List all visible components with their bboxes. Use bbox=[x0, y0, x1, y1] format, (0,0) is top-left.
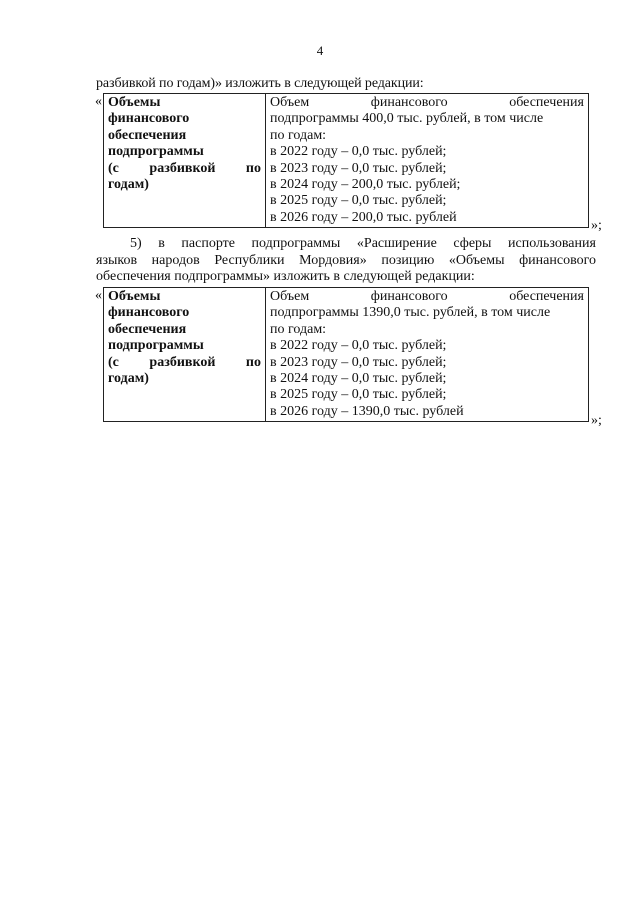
table2-value-word: финансового bbox=[370, 289, 448, 304]
table1-label-line: финансового bbox=[108, 111, 190, 127]
table2-value-line: в 2023 году – 0,0 тыс. рублей; bbox=[270, 354, 447, 370]
table1-label-cell bbox=[104, 94, 266, 228]
paragraph-5-word: позицию bbox=[381, 252, 435, 268]
table1-label-word: (с bbox=[108, 160, 119, 176]
table2-value-line: в 2025 году – 0,0 тыс. рублей; bbox=[270, 387, 447, 403]
table1-value-line: в 2025 году – 0,0 тыс. рублей; bbox=[270, 193, 447, 209]
page-number: 4 bbox=[316, 43, 324, 58]
table2-value-line: в 2026 году – 1390,0 тыс. рублей bbox=[270, 403, 464, 419]
table2-label-word: (с bbox=[108, 354, 119, 370]
paragraph-5-line-2 bbox=[96, 253, 596, 270]
table2-label-line: обеспечения bbox=[108, 321, 187, 337]
table2-value-word: обеспечения bbox=[509, 289, 584, 304]
table1-label-line: обеспечения bbox=[108, 127, 187, 143]
table2-value-first-line bbox=[270, 289, 584, 305]
paragraph-5-word: Республики bbox=[214, 252, 285, 268]
table2-label-line: подпрограммы bbox=[108, 338, 204, 354]
table2-label-line: годам) bbox=[108, 371, 149, 387]
paragraph-5-word: «Объемы bbox=[448, 252, 505, 268]
paragraph-5-word: языков bbox=[96, 252, 138, 268]
table1-value-word: финансового bbox=[370, 95, 448, 110]
quote-open-1: « bbox=[95, 94, 102, 109]
table2-label-split bbox=[108, 355, 261, 371]
financing-table-1 bbox=[103, 93, 589, 228]
paragraph-5-word: подпрограммы bbox=[251, 236, 341, 251]
intro-text: разбивкой по годам)» изложить в следующей редакции: bbox=[96, 76, 424, 91]
paragraph-5-word: 5) bbox=[130, 236, 142, 251]
table2-value-line: в 2022 году – 0,0 тыс. рублей; bbox=[270, 338, 447, 354]
paragraph-5-word: использования bbox=[508, 236, 596, 251]
table1-label-line: подпрограммы bbox=[108, 144, 204, 160]
table1-value-line: в 2026 году – 200,0 тыс. рублей bbox=[270, 209, 457, 225]
paragraph-5-word: паспорте bbox=[181, 236, 235, 251]
table2-label-line: Объемы bbox=[108, 289, 161, 304]
paragraph-5-word: финансового bbox=[519, 252, 596, 268]
table2-value-cell bbox=[266, 288, 589, 422]
table2-value-line: подпрограммы 1390,0 тыс. рублей, в том числе bbox=[270, 305, 551, 321]
table2-label-cell bbox=[104, 288, 266, 422]
table1-value-word: Объем bbox=[270, 95, 310, 110]
table1-label-word: разбивкой bbox=[149, 160, 216, 176]
table1-label-word: по bbox=[245, 160, 261, 176]
table1-value-line: подпрограммы 400,0 тыс. рублей, в том числе bbox=[270, 111, 544, 127]
table2-label-word: разбивкой bbox=[149, 354, 216, 370]
table1-label-line: Объемы bbox=[108, 95, 161, 110]
table1-label-split bbox=[108, 161, 261, 177]
paragraph-5 bbox=[96, 236, 596, 286]
table2-label-line: финансового bbox=[108, 305, 190, 321]
quote-close-2: »; bbox=[591, 413, 602, 428]
table2-value-line: по годам: bbox=[270, 321, 327, 337]
table1-value-line: в 2023 году – 0,0 тыс. рублей; bbox=[270, 160, 447, 176]
table1-value-word: обеспечения bbox=[509, 95, 584, 110]
table2-value-line: в 2024 году – 0,0 тыс. рублей; bbox=[270, 371, 447, 387]
paragraph-5-word: сферы bbox=[453, 236, 492, 251]
table1-value-first-line bbox=[270, 95, 584, 111]
table1-value-line: в 2022 году – 0,0 тыс. рублей; bbox=[270, 144, 447, 160]
quote-close-1: »; bbox=[591, 218, 602, 233]
table1-value-cell bbox=[266, 94, 589, 228]
table2-value-word: Объем bbox=[270, 289, 310, 304]
paragraph-5-word: Мордовия» bbox=[299, 252, 367, 268]
paragraph-5-word: «Расширение bbox=[356, 236, 437, 251]
paragraph-5-word: народов bbox=[151, 252, 200, 268]
financing-table-2 bbox=[103, 287, 589, 422]
paragraph-5-line-3: обеспечения подпрограммы» изложить в следующей редакции: bbox=[96, 269, 475, 285]
table2-label-word: по bbox=[245, 354, 261, 370]
table1-value-line: в 2024 году – 200,0 тыс. рублей; bbox=[270, 177, 461, 193]
paragraph-5-line-1 bbox=[130, 236, 596, 253]
quote-open-2: « bbox=[95, 288, 102, 303]
table1-label-line: годам) bbox=[108, 177, 149, 193]
table1-value-line: по годам: bbox=[270, 127, 327, 143]
paragraph-5-word: в bbox=[158, 236, 165, 251]
